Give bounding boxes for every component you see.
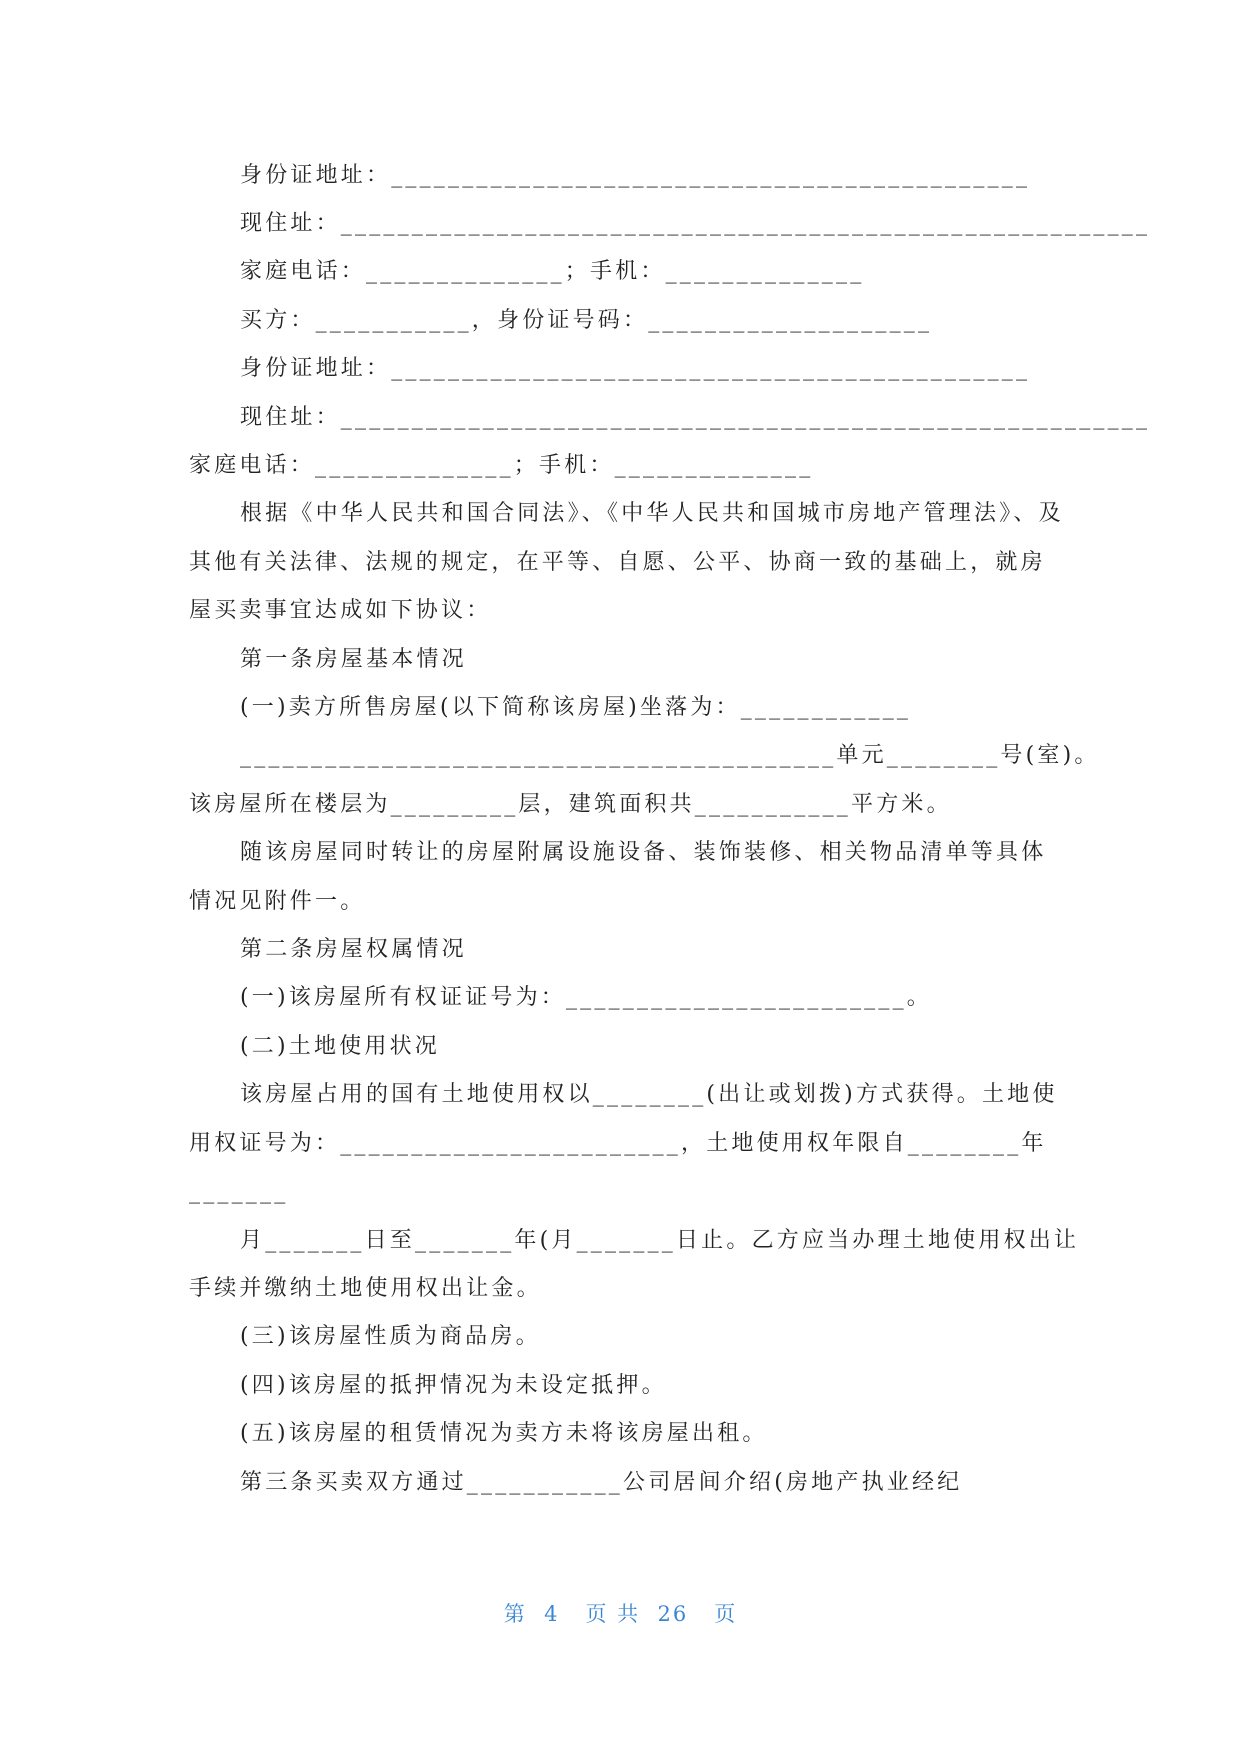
land-use-line-2: 用权证号为：________________________，土地使用权年限自________年 <box>189 1131 1047 1156</box>
article-2-item-5: (五)该房屋的租赁情况为卖方未将该房屋出租。 <box>240 1421 768 1446</box>
article-1-item-1-line-1: (一)卖方所售房屋(以下简称该房屋)坐落为：____________ <box>240 695 912 720</box>
article-2-heading: 第二条房屋权属情况 <box>240 937 467 962</box>
land-use-line-1: 该房屋占用的国有土地使用权以________(出让或划拨)方式获得。土地使 <box>240 1082 1058 1107</box>
land-use-line-5: 手续并缴纳土地使用权出让金。 <box>189 1276 542 1301</box>
article-3-line-1: 第三条买卖双方通过___________公司居间介绍(房地产执业经纪 <box>240 1470 963 1495</box>
preamble-line-2: 其他有关法律、法规的规定，在平等、自愿、公平、协商一致的基础上，就房 <box>189 550 1046 575</box>
buyer-id-address-line: 身份证地址：_____________________________________________ <box>240 356 1031 381</box>
land-use-line-3: _______ <box>189 1179 289 1204</box>
article-2-item-3: (三)该房屋性质为商品房。 <box>240 1324 541 1349</box>
article-2-item-4: (四)该房屋的抵押情况为未设定抵押。 <box>240 1373 667 1398</box>
article-1-item-1-line-3: 该房屋所在楼层为_________层，建筑面积共___________平方米。 <box>189 792 952 817</box>
attachment-line-1: 随该房屋同时转让的房屋附属设施设备、装饰装修、相关物品清单等具体 <box>240 840 1047 865</box>
article-2-item-1: (一)该房屋所有权证证号为：________________________。 <box>240 985 932 1010</box>
buyer-phone-line: 家庭电话：______________；手机：______________ <box>189 453 814 478</box>
article-1-item-1-line-2: __________________________________________单元________号(室)。 <box>240 743 1100 768</box>
article-1-heading: 第一条房屋基本情况 <box>240 647 467 672</box>
seller-id-address-line: 身份证地址：_____________________________________________ <box>240 163 1031 188</box>
article-2-item-2-heading: (二)土地使用状况 <box>240 1034 440 1059</box>
land-use-line-4: 月_______日至_______年(月_______日止。乙方应当办理土地使用权出让 <box>240 1228 1080 1253</box>
preamble-line-3: 屋买卖事宜达成如下协议： <box>189 598 492 623</box>
attachment-line-2: 情况见附件一。 <box>189 889 366 914</box>
buyer-current-address-line: 现住址：_________________________________________________________ <box>240 405 1151 430</box>
seller-phone-line: 家庭电话：______________；手机：______________ <box>240 259 865 284</box>
buyer-line: 买方：___________，身份证号码：____________________ <box>240 308 933 333</box>
page-number-footer: 第 4 页 共 26 页 <box>503 1602 738 1626</box>
preamble-line-1: 根据《中华人民共和国合同法》、《中华人民共和国城市房地产管理法》、及 <box>240 501 1064 526</box>
seller-current-address-line: 现住址：_________________________________________________________ <box>240 211 1151 236</box>
